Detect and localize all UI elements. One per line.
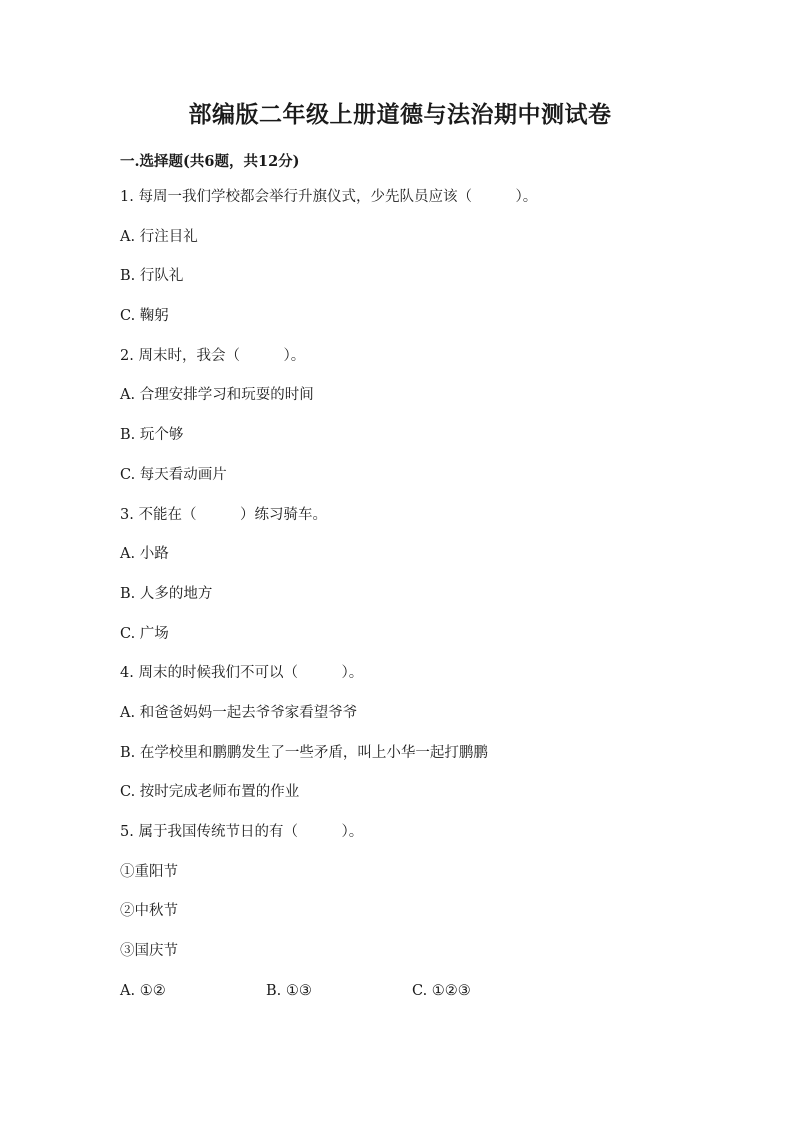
question-5-option-c: C. ①②③ — [412, 982, 471, 999]
question-1-option-a: A. 行注目礼 — [120, 228, 198, 245]
question-4-option-c: C. 按时完成老师布置的作业 — [120, 784, 300, 801]
question-5-item-2: ②中秋节 — [120, 903, 178, 920]
question-3: 3. 不能在（ ）练习骑车。 — [120, 506, 327, 523]
section-heading: 一.选择题(共6题，共12分) — [120, 153, 300, 170]
question-5-options — [120, 980, 740, 1002]
question-5: 5. 属于我国传统节日的有（ ）。 — [120, 824, 364, 840]
question-4-option-a: A. 和爸爸妈妈一起去爷爷家看望爷爷 — [120, 704, 358, 721]
question-5-option-a: A. ①② — [120, 982, 166, 999]
question-3-option-c: C. 广场 — [120, 625, 169, 642]
question-3-option-a: A. 小路 — [120, 546, 169, 563]
question-4: 4. 周末的时候我们不可以（ ）。 — [120, 665, 364, 682]
question-5-item-1: ①重阳节 — [120, 863, 178, 880]
question-1-option-b: B. 行队礼 — [120, 268, 184, 285]
page-title: 部编版二年级上册道德与法治期中测试卷 — [188, 101, 612, 128]
question-3-option-b: B. 人多的地方 — [120, 585, 213, 602]
question-2-option-a: A. 合理安排学习和玩耍的时间 — [120, 387, 314, 404]
question-5-option-b: B. ①③ — [266, 982, 312, 999]
question-2-option-b: B. 玩个够 — [120, 427, 184, 444]
question-2: 2. 周末时，我会（ ）。 — [120, 347, 306, 364]
question-2-option-c: C. 每天看动画片 — [120, 466, 227, 483]
question-list — [120, 186, 740, 1002]
question-4-option-b: B. 在学校里和鹏鹏发生了一些矛盾，叫上小华一起打鹏鹏 — [120, 744, 488, 761]
question-5-item-3: ③国庆节 — [120, 943, 178, 960]
question-1-option-c: C. 鞠躬 — [120, 308, 169, 325]
question-1: 1. 每周一我们学校都会举行升旗仪式，少先队员应该（ ）。 — [120, 189, 538, 205]
